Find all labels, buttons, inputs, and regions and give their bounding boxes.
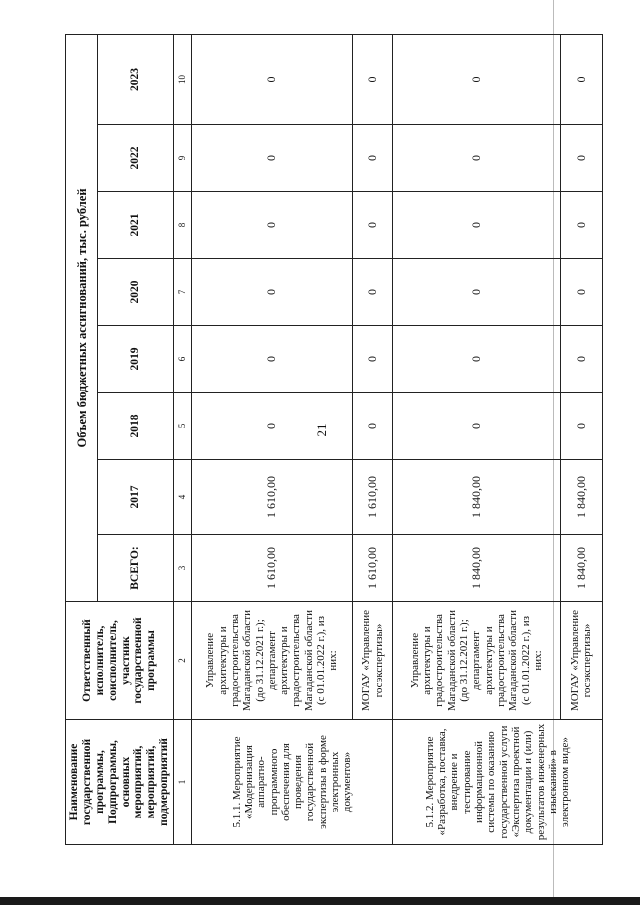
table-row [192, 34, 353, 844]
year-value: 0 [560, 192, 602, 259]
executor-name: МОГАУ «Управление госэкспертизы» [353, 602, 393, 720]
header-year: 2020 [98, 259, 174, 326]
total-value: 1 610,00 [192, 535, 353, 602]
year-value: 0 [192, 326, 353, 393]
column-number: 1 [174, 720, 192, 845]
activity-name: 5.1.1. Мероприятие «Модернизация аппаратно-программного обеспечения для проведения государственной экспертизы в форме электронных документов» [192, 720, 393, 845]
total-value: 1 840,00 [393, 535, 560, 602]
header-budget-group: Объем бюджетных ассигнований, тыс. рублей [66, 34, 98, 601]
column-number: 2 [174, 602, 192, 720]
year-value: 0 [560, 259, 602, 326]
rotated-table-wrapper [65, 35, 594, 845]
executor-name: Управление архитектуры и градостроительства Магаданской области (до 31.12.2021 г.); департамент архитектуры и градостроительства Магаданской области (с 01.01.2022 г.), из них: [393, 602, 560, 720]
column-number: 9 [174, 125, 192, 192]
activity-name: 5.1.2. Мероприятие «Разработка, поставка, внедрение и тестирование информационной системы по оказанию государственной услуги «Экспертиза проектной документации и (или) результатов инженерных изысканий» в электронном виде» [393, 720, 603, 845]
header-year: 2021 [98, 192, 174, 259]
year-value: 0 [560, 34, 602, 124]
year-value: 0 [393, 393, 560, 460]
year-value: 0 [353, 125, 393, 192]
year-value: 0 [192, 393, 353, 460]
year-value: 1 610,00 [192, 460, 353, 535]
header-total: ВСЕГО: [98, 535, 174, 602]
column-number: 8 [174, 192, 192, 259]
total-value: 1 610,00 [353, 535, 393, 602]
scan-bottom-edge [0, 897, 640, 905]
total-value: 1 840,00 [560, 535, 602, 602]
year-value: 0 [192, 125, 353, 192]
year-value: 0 [393, 34, 560, 124]
header-year: 2022 [98, 125, 174, 192]
year-value: 0 [353, 34, 393, 124]
column-number: 6 [174, 326, 192, 393]
header-year: 2023 [98, 34, 174, 124]
column-number: 3 [174, 535, 192, 602]
page-number: 21 [314, 423, 329, 437]
column-number: 4 [174, 460, 192, 535]
year-value: 1 610,00 [353, 460, 393, 535]
year-value: 0 [393, 192, 560, 259]
year-value: 0 [192, 192, 353, 259]
year-value: 0 [192, 259, 353, 326]
year-value: 0 [353, 326, 393, 393]
year-value: 1 840,00 [560, 460, 602, 535]
year-value: 0 [393, 326, 560, 393]
header-executor: Ответственный исполнитель, соисполнитель, участник государственной программы [66, 602, 174, 720]
header-year: 2017 [98, 460, 174, 535]
header-activity-name: Наименование государственной программы, Подпрограммы, основных мероприятий, мероприятий, подмероприятий [66, 720, 174, 845]
year-value: 0 [560, 326, 602, 393]
year-value: 0 [192, 34, 353, 124]
year-value: 0 [393, 259, 560, 326]
table-row [393, 34, 560, 844]
year-value: 0 [560, 125, 602, 192]
year-value: 0 [560, 393, 602, 460]
executor-name: Управление архитектуры и градостроительства Магаданской области (до 31.12.2021 г.); департамент архитектуры и градостроительства Магаданской области (с 01.01.2022 г.), из них: [192, 602, 353, 720]
column-number: 5 [174, 393, 192, 460]
executor-name: МОГАУ «Управление госэкспертизы» [560, 602, 602, 720]
year-value: 0 [353, 259, 393, 326]
column-number: 10 [174, 34, 192, 124]
year-value: 0 [353, 192, 393, 259]
column-number: 7 [174, 259, 192, 326]
year-value: 0 [353, 393, 393, 460]
budget-table [65, 34, 603, 845]
header-year: 2019 [98, 326, 174, 393]
year-value: 0 [393, 125, 560, 192]
header-year: 2018 [98, 393, 174, 460]
year-value: 1 840,00 [393, 460, 560, 535]
